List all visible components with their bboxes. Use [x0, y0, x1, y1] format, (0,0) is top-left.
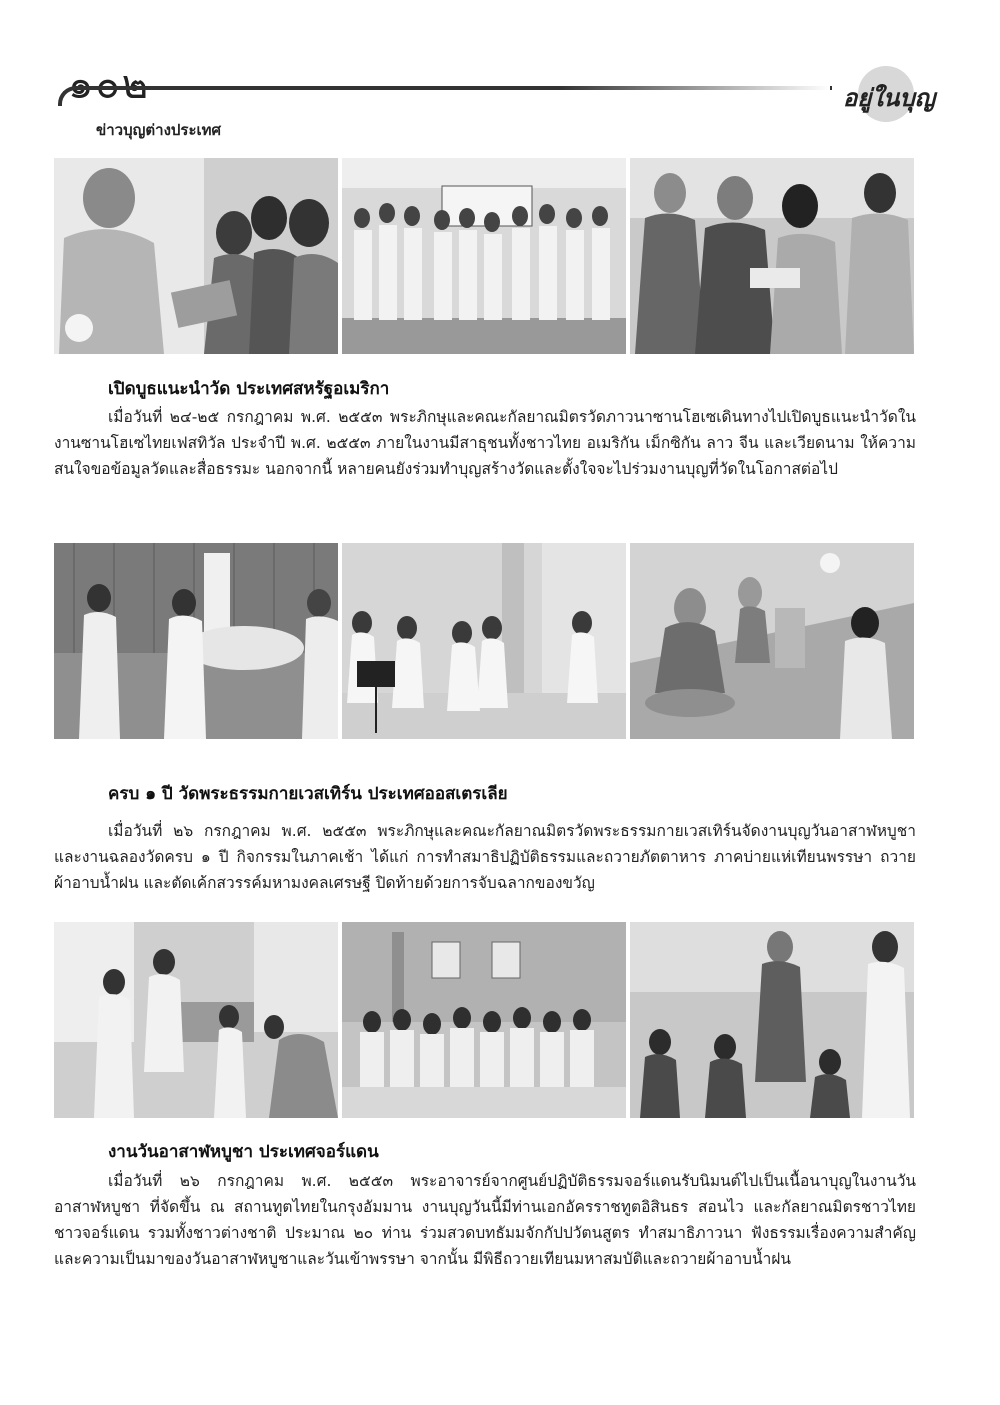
article-body-jordan: เมื่อวันที่ ๒๖ กรกฎาคม พ.ศ. ๒๕๕๓ พระอาจารย์จากศูนย์ปฏิบัติธรรมจอร์แดนรับนิมนต์ไปเป็นเนื้อนาบุญในงานวันอาสาฬหบูชา ที่จัดขึ้น ณ สถานทูตไทยในกรุงอัมมาน งานบุญวันนี้มีท่านเอกอัครราชทูตอิสินธร สอนไว และกัลยาณมิตรชาวไทย ชาวจอร์แดน รวมทั้งชาวต่างชาติ ประมาณ ๒๐ ท่าน ร่วมสวดบทธัมมจักกัปปวัตนสูตร ทำสมาธิภาวนา ฟังธรรมเรื่องความสำคัญและความเป็นมาของวันอาสาฬหบูชาและวันเข้าพรรษา จากนั้น มีพิธีถวายเทียนมหาสมบัติและถวายผ้าอาบน้ำฝน — [54, 1172, 916, 1268]
photo-monk-receiving — [630, 922, 914, 1118]
section-label: ข่าวบุญต่างประเทศ — [96, 121, 222, 139]
page-header — [0, 0, 1000, 139]
photo-group-booth — [342, 158, 626, 354]
brand-logo — [818, 66, 960, 122]
header-rule-fade — [560, 86, 830, 90]
article-title-usa: เปิดบูธแนะนำวัด ประเทศสหรัฐอเมริกา — [108, 379, 390, 399]
article-title-australia: ครบ ๑ ปี วัดพระธรรมกายเวสเทิร์น ประเทศออสเตรเลีย — [108, 784, 508, 804]
photo-monk-giving-book — [54, 158, 338, 354]
photo-monks-offering — [630, 158, 914, 354]
article-title-jordan: งานวันอาสาฬหบูชา ประเทศจอร์แดน — [108, 1142, 379, 1162]
photo-monks-alms — [630, 543, 914, 739]
photo-row-jordan — [54, 922, 914, 1118]
photo-white-clothed-meditation — [342, 543, 626, 739]
photo-indoor-ceremony — [54, 922, 338, 1118]
page-number: ๑๐๒ — [68, 62, 151, 108]
photo-row-australia — [54, 543, 914, 739]
photo-embassy-group — [342, 922, 626, 1118]
article-body-australia: เมื่อวันที่ ๒๖ กรกฎาคม พ.ศ. ๒๕๕๓ พระภิกษุและคณะกัลยาณมิตรวัดพระธรรมกายเวสเทิร์นจัดงานบุญวันอาสาฬหบูชา และงานฉลองวัดครบ ๑ ปี กิจกรรมในภาคเช้า ได้แก่ การทำสมาธิปฏิบัติธรรมและถวายภัตตาหาร ภาคบ่ายแห่เทียนพรรษา ถวายผ้าอาบน้ำฝน และตัดเค้กสวรรค์มหามงคลเศรษฐี ปิดท้ายด้วยการจับฉลากของขวัญ — [54, 822, 916, 892]
photo-candle-procession — [54, 543, 338, 739]
article-body-usa: เมื่อวันที่ ๒๔-๒๕ กรกฎาคม พ.ศ. ๒๕๕๓ พระภิกษุและคณะกัลยาณมิตรวัดภาวนาซานโฮเซเดินทางไปเปิดบูธแนะนำวัดในงานซานโฮเซไทยเฟสทิวัล ประจำปี พ.ศ. ๒๕๕๓ ภายในงานมีสาธุชนทั้งชาวไทย อเมริกัน เม็กซิกัน ลาว จีน และเวียดนาม ให้ความสนใจขอข้อมูลวัดและสื่อธรรมะ นอกจากนี้ หลายคนยังร่วมทำบุญสร้างวัดและตั้งใจจะไปร่วมงานบุญที่วัดในโอกาสต่อไป — [54, 408, 916, 478]
brand-title: อยู่ในบุญ — [842, 83, 936, 112]
photo-row-usa — [54, 158, 914, 354]
